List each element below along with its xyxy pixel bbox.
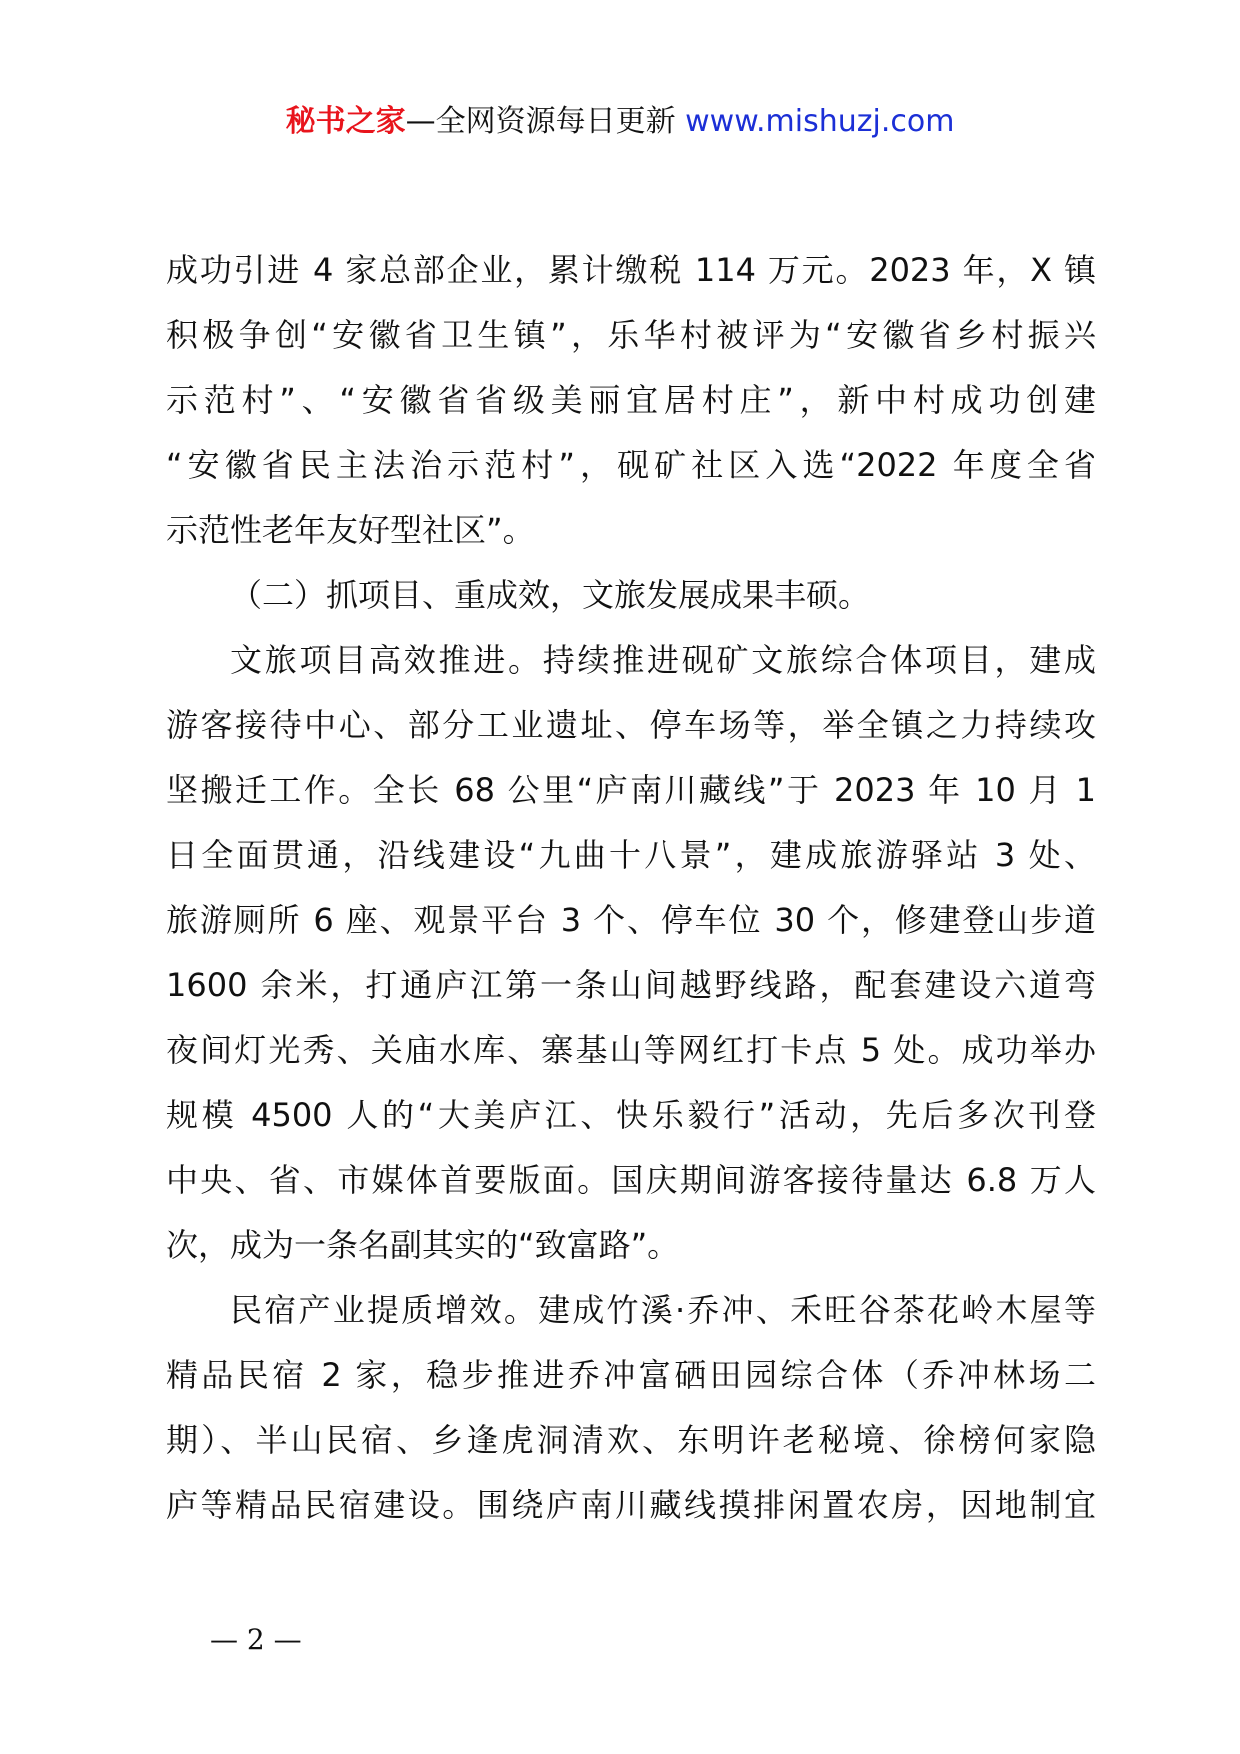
text-line: 示范性老年友好型社区”。 bbox=[166, 511, 535, 549]
text-line: 民宿产业提质增效。建成竹溪·乔冲、禾旺谷茶花岭木屋等 bbox=[230, 1291, 1096, 1329]
page-number: — 2 — bbox=[210, 1623, 302, 1656]
text-line: 示范村”、“安徽省省级美丽宜居村庄”，新中村成功创建 bbox=[166, 381, 1096, 419]
text-line: 游客接待中心、部分工业遗址、停车场等，举全镇之力持续攻 bbox=[166, 706, 1096, 744]
header-separator: — bbox=[405, 104, 436, 139]
text-line: （二）抓项目、重成效，文旅发展成果丰硕。 bbox=[230, 576, 871, 614]
text-line: 期）、半山民宿、乡逢虎洞清欢、东明许老秘境、徐榜何家隐 bbox=[166, 1421, 1096, 1459]
text-line: 规模 4500 人的“大美庐江、快乐毅行”活动，先后多次刊登 bbox=[166, 1096, 1096, 1134]
text-line: 旅游厕所 6 座、观景平台 3 个、停车位 30 个，修建登山步道 bbox=[166, 901, 1096, 939]
text-line: 坚搬迁工作。全长 68 公里“庐南川藏线”于 2023 年 10 月 1 bbox=[166, 771, 1096, 809]
document-body bbox=[166, 238, 1096, 1538]
text-line: “安徽省民主法治示范村”，砚矿社区入选“2022 年度全省 bbox=[166, 446, 1096, 484]
text-line: 日全面贯通，沿线建设“九曲十八景”，建成旅游驿站 3 处、 bbox=[166, 836, 1096, 874]
text-line: 1600 余米，打通庐江第一条山间越野线路，配套建设六道弯 bbox=[166, 966, 1096, 1004]
text-line: 积极争创“安徽省卫生镇”，乐华村被评为“安徽省乡村振兴 bbox=[166, 316, 1096, 354]
text-line: 成功引进 4 家总部企业，累计缴税 114 万元。2023 年，X 镇 bbox=[166, 251, 1096, 289]
site-url-link[interactable]: www.mishuzj.com bbox=[685, 104, 955, 139]
text-line: 夜间灯光秀、关庙水库、寨基山等网红打卡点 5 处。成功举办 bbox=[166, 1031, 1096, 1069]
header-tagline: 全网资源每日更新 bbox=[435, 104, 676, 139]
site-header bbox=[0, 100, 1240, 144]
text-line: 次，成为一条名副其实的“致富路”。 bbox=[166, 1226, 680, 1264]
text-line: 中央、省、市媒体首要版面。国庆期间游客接待量达 6.8 万人 bbox=[166, 1161, 1096, 1199]
text-line: 文旅项目高效推进。持续推进砚矿文旅综合体项目，建成 bbox=[230, 641, 1096, 679]
text-line: 庐等精品民宿建设。围绕庐南川藏线摸排闲置农房，因地制宜 bbox=[166, 1486, 1096, 1524]
text-line: 精品民宿 2 家，稳步推进乔冲富硒田园综合体（乔冲林场二 bbox=[166, 1356, 1096, 1394]
brand-name: 秘书之家 bbox=[285, 104, 406, 139]
